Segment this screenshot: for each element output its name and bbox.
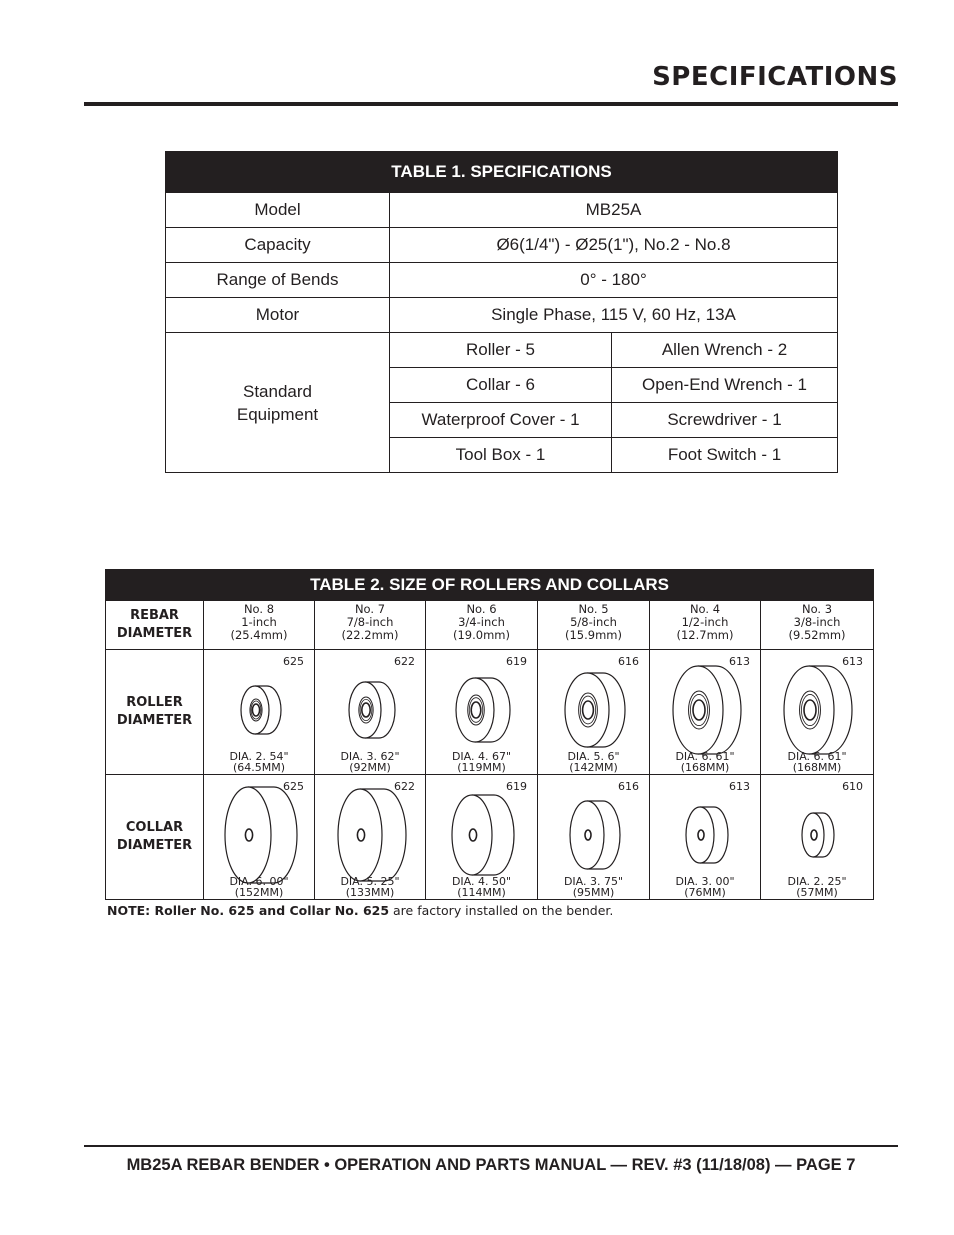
collar-cell: [761, 775, 874, 900]
title-rule: [84, 102, 898, 106]
rebar-size-no: No. 3: [801, 602, 833, 616]
roller-diameter-dia: DIA. 6. 61": [787, 750, 847, 763]
roller-label-line1: ROLLER: [126, 695, 183, 710]
roller-diameter-dia: DIA. 6. 61": [675, 750, 735, 763]
spec-label: Motor: [166, 298, 390, 333]
rebar-size-mm: (19.0mm): [453, 628, 510, 642]
rebar-label-line2: DIAMETER: [116, 626, 193, 641]
equipment-item: Collar - 6: [390, 368, 612, 403]
roller-part-number: 613: [729, 655, 750, 668]
collar-diameter-mm: (95MM): [572, 886, 615, 899]
equipment-item: Waterproof Cover - 1: [390, 403, 612, 438]
collar-part-number: 616: [618, 780, 639, 793]
rebar-size-mm: (15.9mm): [565, 628, 622, 642]
collar-diameter: [538, 876, 649, 898]
roller-part-number: 619: [506, 655, 527, 668]
collar-diameter-mm: (133MM): [345, 886, 395, 899]
equipment-item: Allen Wrench - 2: [612, 333, 838, 368]
collar-diameter-dia: DIA. 6. 00": [229, 875, 289, 888]
roller-diameter: [426, 751, 537, 773]
collar-part-number: 622: [394, 780, 415, 793]
collar-diameter-dia: DIA. 4. 50": [451, 875, 512, 888]
roller-diameter-dia: DIA. 2. 54": [229, 750, 289, 763]
collar-diameter-dia: DIA. 3. 00": [675, 875, 735, 888]
rebar-size-mm: (25.4mm): [230, 628, 288, 642]
collar-diameter-dia: DIA. 3. 75": [563, 875, 624, 888]
roller-diameter-mm: (64.5MM): [232, 761, 286, 774]
equipment-item: Foot Switch - 1: [612, 438, 838, 473]
rebar-size-cell: [426, 601, 538, 650]
equipment-label-line2: Equipment: [236, 404, 319, 424]
footer-rule: [84, 1145, 898, 1147]
rebar-size-cell: [204, 601, 315, 650]
collar-row: [106, 775, 874, 900]
rebar-size-cell: [538, 601, 650, 650]
roller-cell: [538, 650, 650, 775]
spec-value: 0° - 180°: [390, 263, 838, 298]
page-title: SPECIFICATIONS: [652, 62, 898, 92]
rollers-collars-table: [105, 569, 874, 900]
spec-value: MB25A: [390, 193, 838, 228]
rebar-label-line1: REBAR: [130, 608, 179, 623]
collar-diameter-mm: (152MM): [234, 886, 284, 899]
rebar-size-cell: [650, 601, 761, 650]
rebar-size-inch: 1-inch: [241, 615, 277, 629]
collar-cell: [426, 775, 538, 900]
roller-diameter-mm: (142MM): [569, 761, 618, 774]
spec-label: Model: [166, 193, 390, 228]
collar-part-number: 613: [729, 780, 750, 793]
rebar-size-inch: 7/8-inch: [346, 615, 394, 629]
collar-cell: [650, 775, 761, 900]
table1-title: TABLE 1. SPECIFICATIONS: [166, 152, 838, 193]
roller-diameter-dia: DIA. 5. 6": [567, 750, 620, 763]
spec-label: Capacity: [166, 228, 390, 263]
collar-label-line1: COLLAR: [125, 820, 184, 835]
roller-part-number: 625: [283, 655, 304, 668]
roller-diameter-dia: DIA. 4. 67": [451, 750, 512, 763]
equipment-item: Open-End Wrench - 1: [612, 368, 838, 403]
rebar-label: [106, 601, 204, 650]
collar-diameter-dia: DIA. 2. 25": [787, 875, 847, 888]
collar-diameter: [426, 876, 537, 898]
collar-cell: [315, 775, 426, 900]
collar-diameter: [761, 876, 873, 898]
page-footer: MB25A REBAR BENDER • OPERATION AND PARTS MANUAL — REV. #3 (11/18/08) — PAGE 7: [126, 1156, 856, 1174]
spec-label: Range of Bends: [166, 263, 390, 298]
rebar-size-no: No. 8: [243, 602, 275, 616]
collar-diameter-mm: (57MM): [796, 886, 838, 899]
rebar-size-inch: 3/4-inch: [458, 615, 505, 629]
rebar-size-no: No. 4: [689, 602, 721, 616]
roller-diameter-mm: (119MM): [457, 761, 506, 774]
note-bold: NOTE: Roller No. 625 and Collar No. 625: [107, 903, 390, 918]
roller-diameter-mm: (168MM): [792, 761, 842, 774]
note-rest: are factory installed on the bender.: [389, 903, 614, 918]
roller-diameter-mm: (168MM): [680, 761, 730, 774]
specifications-table: [165, 151, 838, 473]
collar-cell: [538, 775, 650, 900]
rebar-size-mm: (9.52mm): [788, 628, 846, 642]
collar-diameter-dia: DIA. 5. 25": [340, 875, 400, 888]
roller-cell: [426, 650, 538, 775]
collar-diameter: [315, 876, 425, 898]
roller-part-number: 622: [394, 655, 415, 668]
rebar-size-cell: [761, 601, 874, 650]
rebar-size-cell: [315, 601, 426, 650]
rebar-size-mm: (12.7mm): [676, 628, 734, 642]
roller-label-line2: DIAMETER: [116, 713, 193, 728]
roller-cell: [650, 650, 761, 775]
collar-diameter-mm: (76MM): [684, 886, 726, 899]
equipment-label-line1: Standard: [243, 381, 312, 401]
equipment-item: Roller - 5: [390, 333, 612, 368]
roller-diameter: [315, 751, 425, 773]
roller-cell: [761, 650, 874, 775]
rebar-size-inch: 1/2-inch: [681, 615, 729, 629]
note: [107, 903, 613, 918]
rebar-size-inch: 3/8-inch: [793, 615, 841, 629]
table-row: [166, 263, 838, 298]
roller-diameter: [204, 751, 314, 773]
roller-label: [106, 650, 204, 775]
rebar-size-no: No. 5: [578, 602, 609, 616]
table-row: [166, 193, 838, 228]
roller-row: [106, 650, 874, 775]
roller-cell: [204, 650, 315, 775]
roller-cell: [315, 650, 426, 775]
collar-part-number: 625: [283, 780, 304, 793]
collar-label: [106, 775, 204, 900]
collar-label-line2: DIAMETER: [116, 838, 193, 853]
table2-title: TABLE 2. SIZE OF ROLLERS AND COLLARS: [106, 570, 874, 601]
collar-part-number: 610: [842, 780, 864, 793]
roller-diameter: [538, 751, 649, 773]
collar-diameter: [650, 876, 760, 898]
rebar-row: [106, 601, 874, 650]
collar-part-number: 619: [506, 780, 527, 793]
roller-part-number: 616: [618, 655, 639, 668]
collar-diameter-mm: (114MM): [457, 886, 506, 899]
equipment-item: Tool Box - 1: [390, 438, 612, 473]
collar-diameter: [204, 876, 314, 898]
rebar-size-no: No. 7: [354, 602, 386, 616]
roller-diameter-mm: (92MM): [349, 761, 391, 774]
collar-cell: [204, 775, 315, 900]
rebar-size-mm: (22.2mm): [341, 628, 399, 642]
table-row: [166, 228, 838, 263]
equipment-label: [166, 333, 390, 473]
roller-diameter: [650, 751, 760, 773]
rebar-size-inch: 5/8-inch: [570, 615, 617, 629]
roller-diameter: [761, 751, 873, 773]
equipment-item: Screwdriver - 1: [612, 403, 838, 438]
roller-diameter-dia: DIA. 3. 62": [340, 750, 400, 763]
spec-value: Ø6(1/4") - Ø25(1"), No.2 - No.8: [390, 228, 838, 263]
rebar-size-no: No. 6: [466, 602, 497, 616]
table-row: [166, 333, 838, 368]
spec-value: Single Phase, 115 V, 60 Hz, 13A: [390, 298, 838, 333]
table-row: [166, 298, 838, 333]
roller-part-number: 613: [842, 655, 864, 668]
